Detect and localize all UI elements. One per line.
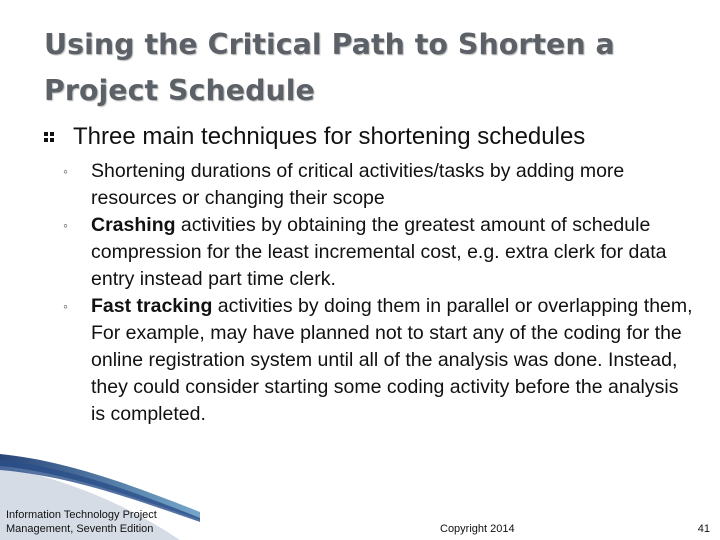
list-item [43,212,693,293]
item-text: activities by obtaining the greatest amount of schedule compression for the least incremental cost, e.g. extra clerk for data entry instead part time clerk. [91,214,667,290]
ring-bullet-icon: ◦ [63,217,68,233]
item-bold-term: Fast tracking [91,295,213,317]
footer-copyright: Copyright 2014 [440,523,515,535]
main-bullet [43,122,693,152]
slide-title: Using the Critical Path to Shorten a Project Schedule [44,28,615,107]
ring-bullet-icon: ◦ [63,298,68,314]
item-bold-term: Crashing [91,214,176,236]
slide-body [43,122,693,428]
footer-source: Information Technology Project Management, Seventh Edition [6,509,157,535]
technique-list [43,158,693,428]
ring-bullet-icon: ◦ [63,163,68,179]
page-number: 41 [697,523,710,535]
square-bullet-icon [43,122,59,152]
main-bullet-text: Three main techniques for shortening schedules [73,123,586,150]
list-item [43,158,693,212]
item-text: activities by doing them in parallel or overlapping them, For example, may have planned not to start any of the coding for the online registration system until all of the analysis was done. Instead, they could consider starting some coding activity before the analysis is completed. [91,295,693,425]
item-text: Shortening durations of critical activities/tasks by adding more resources or changing their scope [91,160,625,209]
list-item [43,293,693,428]
